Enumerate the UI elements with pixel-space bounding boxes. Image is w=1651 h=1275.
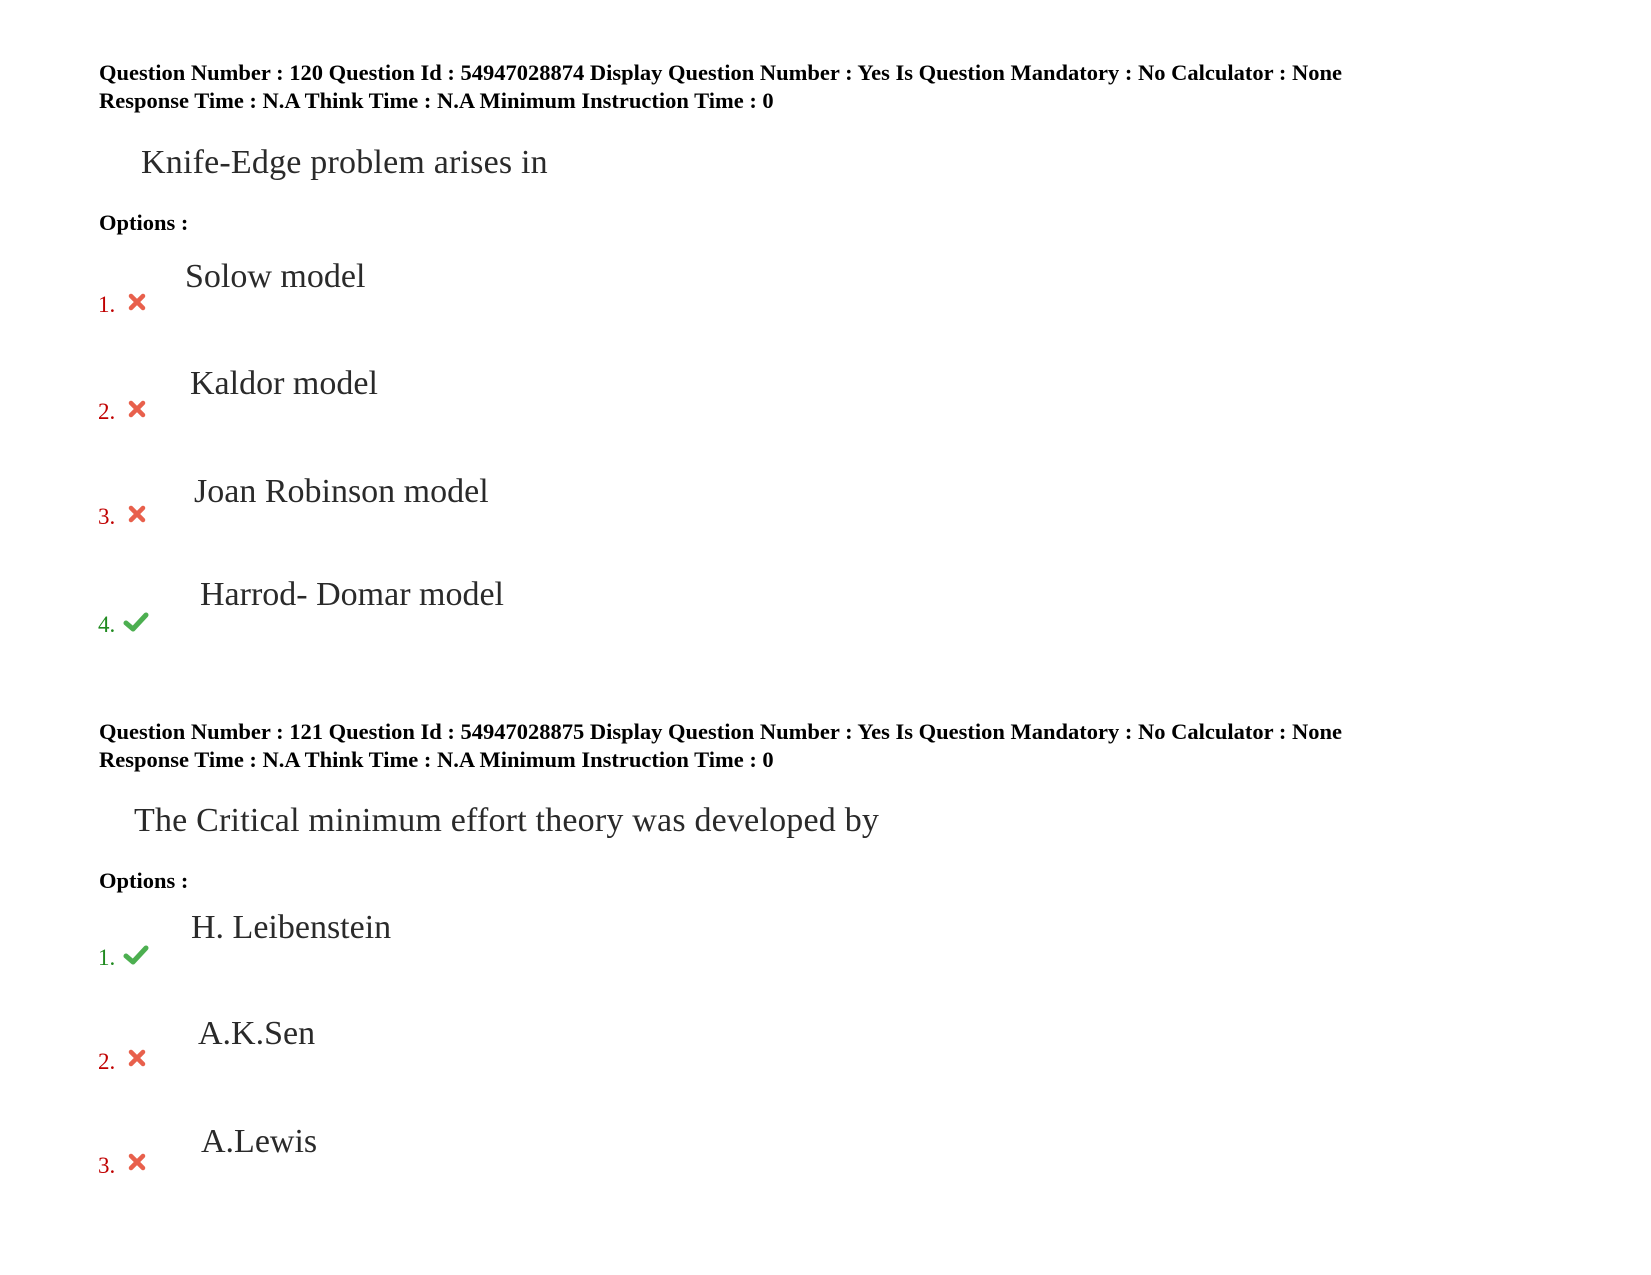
question-meta-line2: Response Time : N.A Think Time : N.A Minimum Instruction Time : 0: [99, 747, 774, 772]
options-label: Options :: [99, 210, 189, 235]
check-icon: [123, 944, 149, 966]
option-number: 3.: [98, 504, 116, 529]
option-text: Harrod- Domar model: [200, 576, 505, 613]
option-text: Kaldor model: [190, 365, 378, 402]
option-number: 2.: [98, 399, 116, 424]
question-text: Knife-Edge problem arises in: [141, 144, 548, 181]
question-text: The Critical minimum effort theory was developed by: [134, 802, 880, 839]
option-number: 3.: [98, 1153, 116, 1178]
question-meta-line1: Question Number : 121 Question Id : 54947028875 Display Question Number : Yes Is Question Mandatory : No Calculator : None: [99, 719, 1342, 744]
option-number: 1.: [98, 292, 116, 317]
cross-icon: [126, 399, 148, 419]
cross-icon: [126, 1152, 148, 1172]
question-meta-line2: Response Time : N.A Think Time : N.A Minimum Instruction Time : 0: [99, 88, 774, 113]
option-text: A.K.Sen: [198, 1015, 316, 1052]
cross-icon: [126, 1048, 148, 1068]
cross-icon: [126, 292, 148, 312]
option-text: Joan Robinson model: [194, 473, 489, 510]
check-icon: [123, 611, 149, 633]
option-text: A.Lewis: [201, 1123, 318, 1160]
options-label: Options :: [99, 868, 189, 893]
option-text: H. Leibenstein: [191, 909, 392, 946]
option-number: 2.: [98, 1049, 116, 1074]
cross-icon: [126, 504, 148, 524]
option-text: Solow model: [185, 258, 366, 295]
question-meta-line1: Question Number : 120 Question Id : 54947028874 Display Question Number : Yes Is Question Mandatory : No Calculator : None: [99, 60, 1342, 85]
option-number: 4.: [98, 612, 116, 637]
option-number: 1.: [98, 945, 116, 970]
